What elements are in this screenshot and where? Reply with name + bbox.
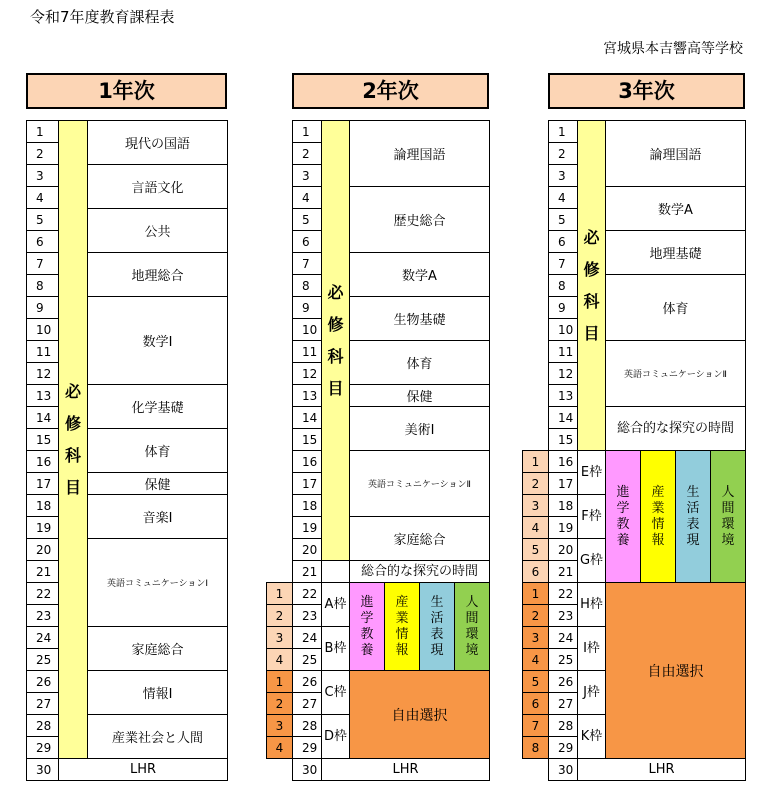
- period-number: 2: [292, 142, 322, 165]
- period-number: 28: [548, 714, 578, 737]
- period-number: 14: [26, 406, 59, 429]
- lhr-cell: LHR: [58, 758, 228, 781]
- period-number: 9: [292, 296, 322, 319]
- period-number: 6: [548, 230, 578, 253]
- subject-cell: 論理国語: [349, 120, 490, 187]
- subject-cell: 体育: [349, 340, 490, 385]
- period-number: 3: [548, 164, 578, 187]
- period-number: 11: [26, 340, 59, 363]
- elective-field: 人 間 環 境: [710, 450, 746, 583]
- subject-cell: 総合的な探究の時間: [349, 560, 490, 583]
- elective-field: 進 学 教 養: [349, 582, 385, 671]
- elective-field: 産 業 情 報: [640, 450, 676, 583]
- period-number: 11: [548, 340, 578, 363]
- subject-cell: 美術Ⅰ: [349, 406, 490, 451]
- subject-cell: 数学Ⅰ: [87, 296, 228, 385]
- period-number: 13: [26, 384, 59, 407]
- elective-number: 4: [266, 736, 293, 759]
- period-number: 9: [548, 296, 578, 319]
- elective-frame: J枠: [577, 670, 606, 715]
- period-number: 2: [26, 142, 59, 165]
- subject-cell: 生物基礎: [349, 296, 490, 341]
- subject-cell: 産業社会と人間: [87, 714, 228, 759]
- period-number: 15: [548, 428, 578, 451]
- period-number: 3: [292, 164, 322, 187]
- period-number: 4: [548, 186, 578, 209]
- subject-cell: 公共: [87, 208, 228, 253]
- period-number: 25: [548, 648, 578, 671]
- period-number: 7: [26, 252, 59, 275]
- period-number: 6: [292, 230, 322, 253]
- elective-number: 2: [522, 472, 549, 495]
- elective-frame: F枠: [577, 494, 606, 539]
- period-number: 27: [548, 692, 578, 715]
- elective-number: 3: [522, 494, 549, 517]
- period-number: 1: [26, 120, 59, 143]
- period-number: 1: [292, 120, 322, 143]
- subject-cell: 地理総合: [87, 252, 228, 297]
- subject-cell: 英語コミュニケーションⅡ: [605, 340, 746, 407]
- subject-cell: 歴史総合: [349, 186, 490, 253]
- year-header-3: 3年次: [548, 73, 745, 109]
- elective-number: 1: [522, 582, 549, 605]
- period-number: 25: [26, 648, 59, 671]
- elective-number: 5: [522, 538, 549, 561]
- period-number: 24: [548, 626, 578, 649]
- elective-field: 進 学 教 養: [605, 450, 641, 583]
- elective-number: 1: [522, 450, 549, 473]
- period-number: 5: [548, 208, 578, 231]
- elective-number: 4: [522, 648, 549, 671]
- elective-frame: G枠: [577, 538, 606, 583]
- period-number: 8: [292, 274, 322, 297]
- subject-cell: 数学A: [605, 186, 746, 231]
- period-number: 9: [26, 296, 59, 319]
- period-number: 1: [548, 120, 578, 143]
- elective-field: 人 間 環 境: [454, 582, 490, 671]
- period-number: 5: [292, 208, 322, 231]
- required-label: 必 修 科 目: [58, 120, 88, 759]
- period-number: 16: [26, 450, 59, 473]
- period-number: 14: [292, 406, 322, 429]
- period-number: 26: [548, 670, 578, 693]
- period-number: 8: [26, 274, 59, 297]
- period-number: 18: [292, 494, 322, 517]
- period-number: 26: [26, 670, 59, 693]
- elective-number: 5: [522, 670, 549, 693]
- period-number: 16: [548, 450, 578, 473]
- subject-cell: 英語コミュニケーションⅡ: [349, 450, 490, 517]
- period-number: 29: [292, 736, 322, 759]
- subject-cell: 体育: [605, 274, 746, 341]
- subject-cell: 家庭総合: [87, 626, 228, 671]
- period-number: 28: [26, 714, 59, 737]
- period-number: 26: [292, 670, 322, 693]
- period-number: 17: [26, 472, 59, 495]
- subject-cell: 音楽Ⅰ: [87, 494, 228, 539]
- subject-cell: 論理国語: [605, 120, 746, 187]
- period-number: 29: [26, 736, 59, 759]
- required-label: 必 修 科 目: [321, 120, 350, 561]
- elective-number: 4: [522, 516, 549, 539]
- elective-frame: D枠: [321, 714, 350, 759]
- required-label: 必 修 科 目: [577, 120, 606, 451]
- elective-frame: C枠: [321, 670, 350, 715]
- period-number: 16: [292, 450, 322, 473]
- period-number: 7: [548, 252, 578, 275]
- subject-cell: 体育: [87, 428, 228, 473]
- period-number: 24: [292, 626, 322, 649]
- subject-cell: 情報Ⅰ: [87, 670, 228, 715]
- period-number: 28: [292, 714, 322, 737]
- period-number: 25: [292, 648, 322, 671]
- period-number: 22: [26, 582, 59, 605]
- elective-field: 生 活 表 現: [675, 450, 711, 583]
- elective-number: 2: [266, 692, 293, 715]
- free-choice-cell: 自由選択: [605, 582, 746, 759]
- elective-frame: K枠: [577, 714, 606, 759]
- period-number: 23: [292, 604, 322, 627]
- period-number: 18: [26, 494, 59, 517]
- elective-number: 6: [522, 560, 549, 583]
- elective-frame: H枠: [577, 582, 606, 627]
- period-number: 10: [26, 318, 59, 341]
- period-number: 10: [548, 318, 578, 341]
- elective-number: 7: [522, 714, 549, 737]
- period-number: 30: [26, 758, 59, 781]
- elective-frame: E枠: [577, 450, 606, 495]
- period-number: 11: [292, 340, 322, 363]
- elective-field: 生 活 表 現: [419, 582, 455, 671]
- period-number: 21: [26, 560, 59, 583]
- subject-cell: 英語コミュニケーションⅠ: [87, 538, 228, 627]
- elective-frame: B枠: [321, 626, 350, 671]
- elective-number: 8: [522, 736, 549, 759]
- period-number: 8: [548, 274, 578, 297]
- year-header-1: 1年次: [26, 73, 227, 109]
- period-number: 19: [548, 516, 578, 539]
- page-title: 令和7年度教育課程表: [30, 8, 175, 26]
- period-number: 20: [292, 538, 322, 561]
- lhr-cell: LHR: [577, 758, 746, 781]
- elective-number: 3: [266, 714, 293, 737]
- period-number: 2: [548, 142, 578, 165]
- subject-cell: 数学A: [349, 252, 490, 297]
- period-number: 7: [292, 252, 322, 275]
- period-number: 30: [292, 758, 322, 781]
- period-number: 23: [26, 604, 59, 627]
- period-number: 12: [292, 362, 322, 385]
- elective-number: 2: [522, 604, 549, 627]
- period-number: 21: [292, 560, 322, 583]
- subject-cell: 保健: [349, 384, 490, 407]
- period-number: 27: [26, 692, 59, 715]
- elective-frame: A枠: [321, 582, 350, 627]
- elective-number: 1: [266, 670, 293, 693]
- period-number: 10: [292, 318, 322, 341]
- period-number: 17: [292, 472, 322, 495]
- period-number: 27: [292, 692, 322, 715]
- elective-number: 3: [266, 626, 293, 649]
- period-number: 24: [26, 626, 59, 649]
- period-number: 20: [26, 538, 59, 561]
- period-number: 5: [26, 208, 59, 231]
- free-choice-cell: 自由選択: [349, 670, 490, 759]
- period-number: 22: [292, 582, 322, 605]
- school-name: 宮城県本吉響高等学校: [603, 41, 743, 57]
- period-number: 4: [292, 186, 322, 209]
- elective-number: 1: [266, 582, 293, 605]
- period-number: 23: [548, 604, 578, 627]
- elective-number: 6: [522, 692, 549, 715]
- elective-number: 3: [522, 626, 549, 649]
- elective-number: 4: [266, 648, 293, 671]
- period-number: 13: [548, 384, 578, 407]
- period-number: 15: [26, 428, 59, 451]
- period-number: 13: [292, 384, 322, 407]
- year-header-2: 2年次: [292, 73, 489, 109]
- period-number: 30: [548, 758, 578, 781]
- elective-number: 2: [266, 604, 293, 627]
- period-number: 20: [548, 538, 578, 561]
- period-number: 17: [548, 472, 578, 495]
- elective-field: 産 業 情 報: [384, 582, 420, 671]
- elective-frame: I枠: [577, 626, 606, 671]
- period-number: 19: [292, 516, 322, 539]
- period-number: 14: [548, 406, 578, 429]
- period-number: 12: [26, 362, 59, 385]
- period-number: 22: [548, 582, 578, 605]
- period-number: 19: [26, 516, 59, 539]
- subject-cell: 地理基礎: [605, 230, 746, 275]
- period-number: 6: [26, 230, 59, 253]
- period-number: 18: [548, 494, 578, 517]
- period-number: 3: [26, 164, 59, 187]
- subject-cell: 化学基礎: [87, 384, 228, 429]
- lhr-cell: LHR: [321, 758, 490, 781]
- subject-cell: 保健: [87, 472, 228, 495]
- subject-cell: 総合的な探究の時間: [605, 406, 746, 451]
- subject-cell: 現代の国語: [87, 120, 228, 165]
- period-number: 15: [292, 428, 322, 451]
- subject-cell: 家庭総合: [349, 516, 490, 561]
- period-number: 12: [548, 362, 578, 385]
- subject-cell: 言語文化: [87, 164, 228, 209]
- period-number: 4: [26, 186, 59, 209]
- period-number: 29: [548, 736, 578, 759]
- period-number: 21: [548, 560, 578, 583]
